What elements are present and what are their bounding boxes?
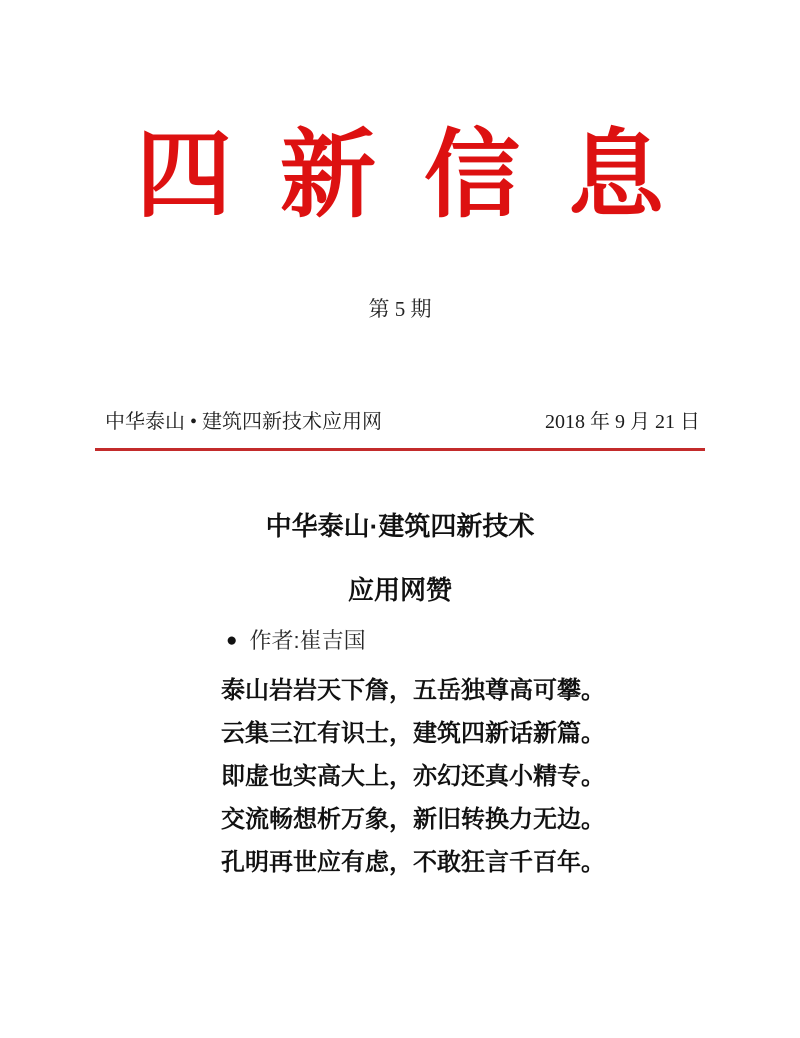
poem-body [221,670,605,885]
issue-number: 第 5 期 [368,297,432,321]
newsletter-masthead-title: 四新信息 [136,122,712,229]
publication-date: 2018 年 9 月 21 日 [545,411,700,433]
article-title-line1: 中华泰山·建筑四新技术 [265,511,535,541]
poem-line: 孔明再世应有虑，不敢狂言千百年。 [221,850,605,876]
bullet-icon: ● [226,629,238,651]
poem-line: 泰山岩岩天下詹，五岳独尊高可攀。 [221,678,605,704]
article-title-line2: 应用网赞 [347,575,452,605]
poem-line: 云集三江有识士，建筑四新话新篇。 [221,721,605,747]
poem-line: 即虚也实高大上，亦幻还真小精专。 [221,764,605,790]
site-name: 中华泰山 • 建筑四新技术应用网 [105,411,383,433]
poem-line: 交流畅想析万象，新旧转换力无边。 [221,807,605,833]
author-name: 作者:崔吉国 [249,628,366,653]
document-header [105,410,700,434]
author-line [226,628,366,654]
red-divider-rule [95,448,705,451]
